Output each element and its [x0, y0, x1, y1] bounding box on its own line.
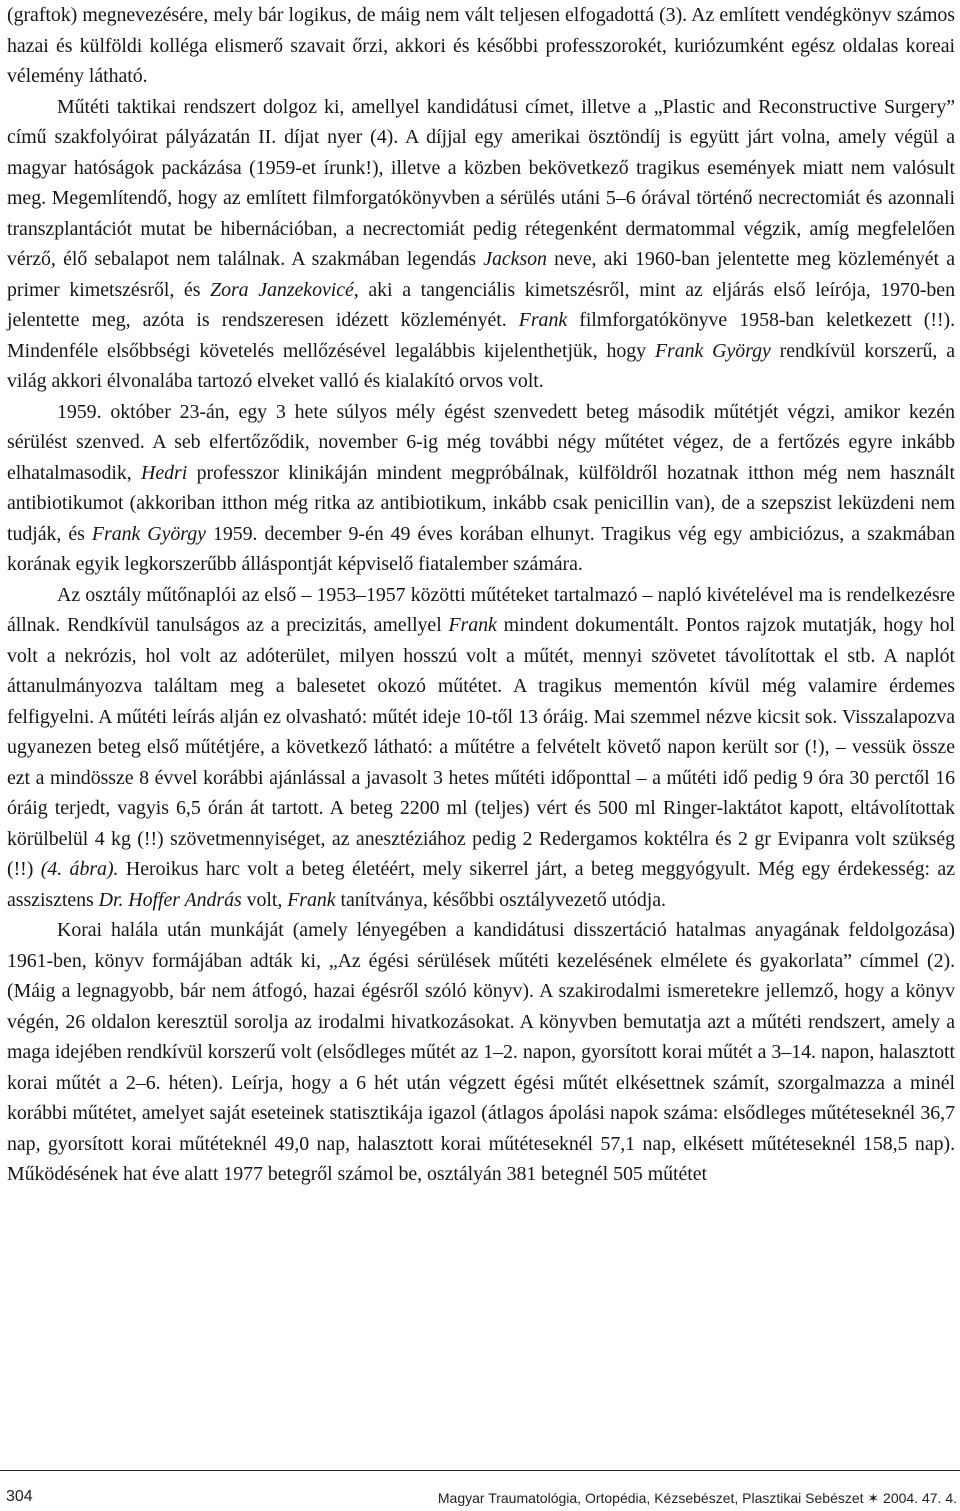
italic-text-run: Frank György	[91, 522, 206, 545]
italic-text-run: (4. ábra).	[40, 858, 119, 880]
text-run: , aki a tangenciális kimetszésről, mint az eljárás első leírója, 1970-ben jelentette meg, azóta is rendszeresen idézett közleményét.	[7, 278, 955, 331]
paragraph	[7, 580, 955, 916]
italic-text-run: Dr. Hoffer András	[98, 888, 242, 911]
text-run: tanítványa, későbbi osztályvezető utódja.	[335, 888, 666, 911]
footer-divider	[0, 1470, 960, 1471]
article-body	[7, 0, 955, 1190]
page-number: 304	[6, 1488, 33, 1505]
text-run: 1959. október 23-án, egy 3 hete súlyos mély égést szenvedett beteg második műtétjét végzi, amikor kezén sérülést szenved. A seb elfertőződik, november 6-ig még további négy műtétet végez, de a fertőzés egyre inkább elhatalmasodik,	[7, 400, 955, 484]
italic-text-run: Hedri	[141, 461, 188, 484]
text-run: Műtéti taktikai rendszert dolgoz ki, amellyel kandidátusi címet, illetve a „Plastic and Reconstructive Surgery” című szakfolyóirat pályázatán II. díjat nyer (4). A díjjal egy amerikai ösztöndíj is együtt járt volna, amely végül a magyar hatóságok packázása (1959-et írunk!), illetve a közben bekövetkező tragikus események miatt nem valósult meg. Megemlítendő, hogy az említett filmforgatókönyvben a sérülés utáni 5–6 órával történő necrectomiát és azonnali transzplantációt mutat be hibernációban, a necrectomiát pedig rétegenként dermatommal végzik, amíg megfelelően vérző, élő sebalapot nem találnak. A szakmában legendás	[7, 95, 955, 270]
paragraph	[7, 915, 955, 1190]
paragraph	[7, 92, 955, 397]
italic-text-run: Jackson	[483, 248, 547, 270]
paragraph	[7, 397, 955, 580]
text-run: rendkívül korszerű, a világ akkori élvonalába tartozó elveket valló és kialakító orvos volt.	[7, 339, 955, 392]
text-run: mindent dokumentált. Pontos rajzok mutatják, hogy hol volt a nekrózis, hol volt az adóterület, milyen hosszú volt a műtét, mennyi szövetet távolítottak el stb. A naplót áttanulmányozva találtam meg a balesetet okozó műtétet. A tragikus mementón kívül még valamire érdemes felfigyelni. A műtéti leírás alján ez olvasható: műtét ideje 10-től 13 óráig. Mai szemmel nézve kicsit sok. Visszalapozva ugyanezen beteg első műtétjére, a következő látható: a műtétre a felvételt követő napon került sor (!), – vessük össze ezt a mindössze 8 évvel korábbi ajánlással a javasolt 3 hetes műtéti időponttal – a műtéti idő pedig 9 óra 30 perctől 16 óráig terjedt, vagyis 6,5 órán át tartott. A beteg 2200 ml (teljes) vért és 500 ml Ringer-laktátot kapott, eltávolítottak körülbelül 4 kg (!!) szövetmennyiséget, az anesztéziához pedig 2 Redergamos koktélra és 2 gr Evipanra volt szükség (!!)	[7, 614, 955, 880]
italic-text-run: Zora Janzekovicé	[210, 278, 354, 301]
text-run: filmforgatókönyve 1958-ban keletkezett (!!). Mindenféle elsőbbségi követelés mellőzésével legalábbis kijelenthetjük, hogy	[7, 309, 956, 362]
text-run: volt,	[241, 888, 288, 911]
text-run: 1959. december 9-én 49 éves korában elhunyt. Tragikus vég egy ambiciózus, a szakmában korának egyik legkorszerűbb álláspontját képviselő fiatalember számára.	[7, 522, 956, 575]
text-run: Az osztály műtőnaplói az első – 1953–1957 közötti műtéteket tartalmazó – napló kivételével ma is rendelkezésre állnak. Rendkívül tanulságos az a precizitás, amellyel	[7, 583, 955, 636]
paragraph	[7, 0, 955, 92]
italic-text-run: Frank	[518, 309, 568, 331]
italic-text-run: Frank	[287, 888, 336, 911]
text-run: neve, aki 1960-ban jelentette meg közleményét a primer kimetszésről, és	[7, 248, 955, 301]
text-run: Korai halála után munkáját (amely lényegében a kandidátusi disszertáció hatalmas anyagának feldolgozása) 1961-ben, könyv formájában adták ki, „Az égési sérülések műtéti kezelésének elmélete és gyakorlata” címmel (2). (Máig a legnagyobb, bár nem átfogó, hazai égésről szóló könyv). A szakirodalmi ismeretekre jellemző, hogy a könyv végén, 26 oldalon keresztül sorolja az irodalmi hivatkozásokat. A könyvben bemutatja azt a műtéti rendszert, amely a maga idejében rendkívül korszerű volt (elsődleges műtét az 1–2. napon, gyorsított korai műtét a 3–14. napon, halasztott korai műtét a 2–6. héten). Leírja, hogy a 6 hét után végzett égési műtét elkésettnek számít, szorgalmazza a minél korábbi műtétet, amelyet saját eseteinek statisztikája igazol (átlagos ápolási napok száma: elsődleges műtéteseknél 36,7 nap, gyorsított korai műtéteknél 49,0 nap, halasztott korai műtéteseknél 57,1 nap, elkésett műtéteseknél 158,5 nap). Működésének hat éve alatt 1977 betegről számol be, osztályán 381 betegnél 505 műtétet	[7, 919, 955, 1185]
italic-text-run: Frank György	[654, 339, 771, 362]
text-run: Heroikus harc volt a beteg életéért, mely sikerrel járt, a beteg meggyógyult. Még egy érdekesség: az asszisztens	[7, 858, 955, 911]
text-run: (graftok) megnevezésére, mely bár logikus, de máig nem vált teljesen elfogadottá (3). Az említett vendégkönyv számos hazai és külföldi kolléga elismerő szavait őrzi, akkori és későbbi professzorokét, kuriózumként egész oldalas koreai vélemény látható.	[7, 4, 955, 87]
text-run: professzor klinikáján mindent megpróbálnak, külföldről hozatnak itthon még nem használt antibiotikumot (akkoriban itthon még ritka az antibiotikum, inkább csak penicillin van), de a szepszist leküzdeni nem tudják, és	[7, 461, 955, 545]
journal-citation: Magyar Traumatológia, Ortopédia, Kézsebészet, Plasztikai Sebészet ✶ 2004. 47. 4.	[437, 1490, 957, 1506]
italic-text-run: Frank	[448, 614, 497, 636]
page-footer	[0, 1488, 957, 1508]
